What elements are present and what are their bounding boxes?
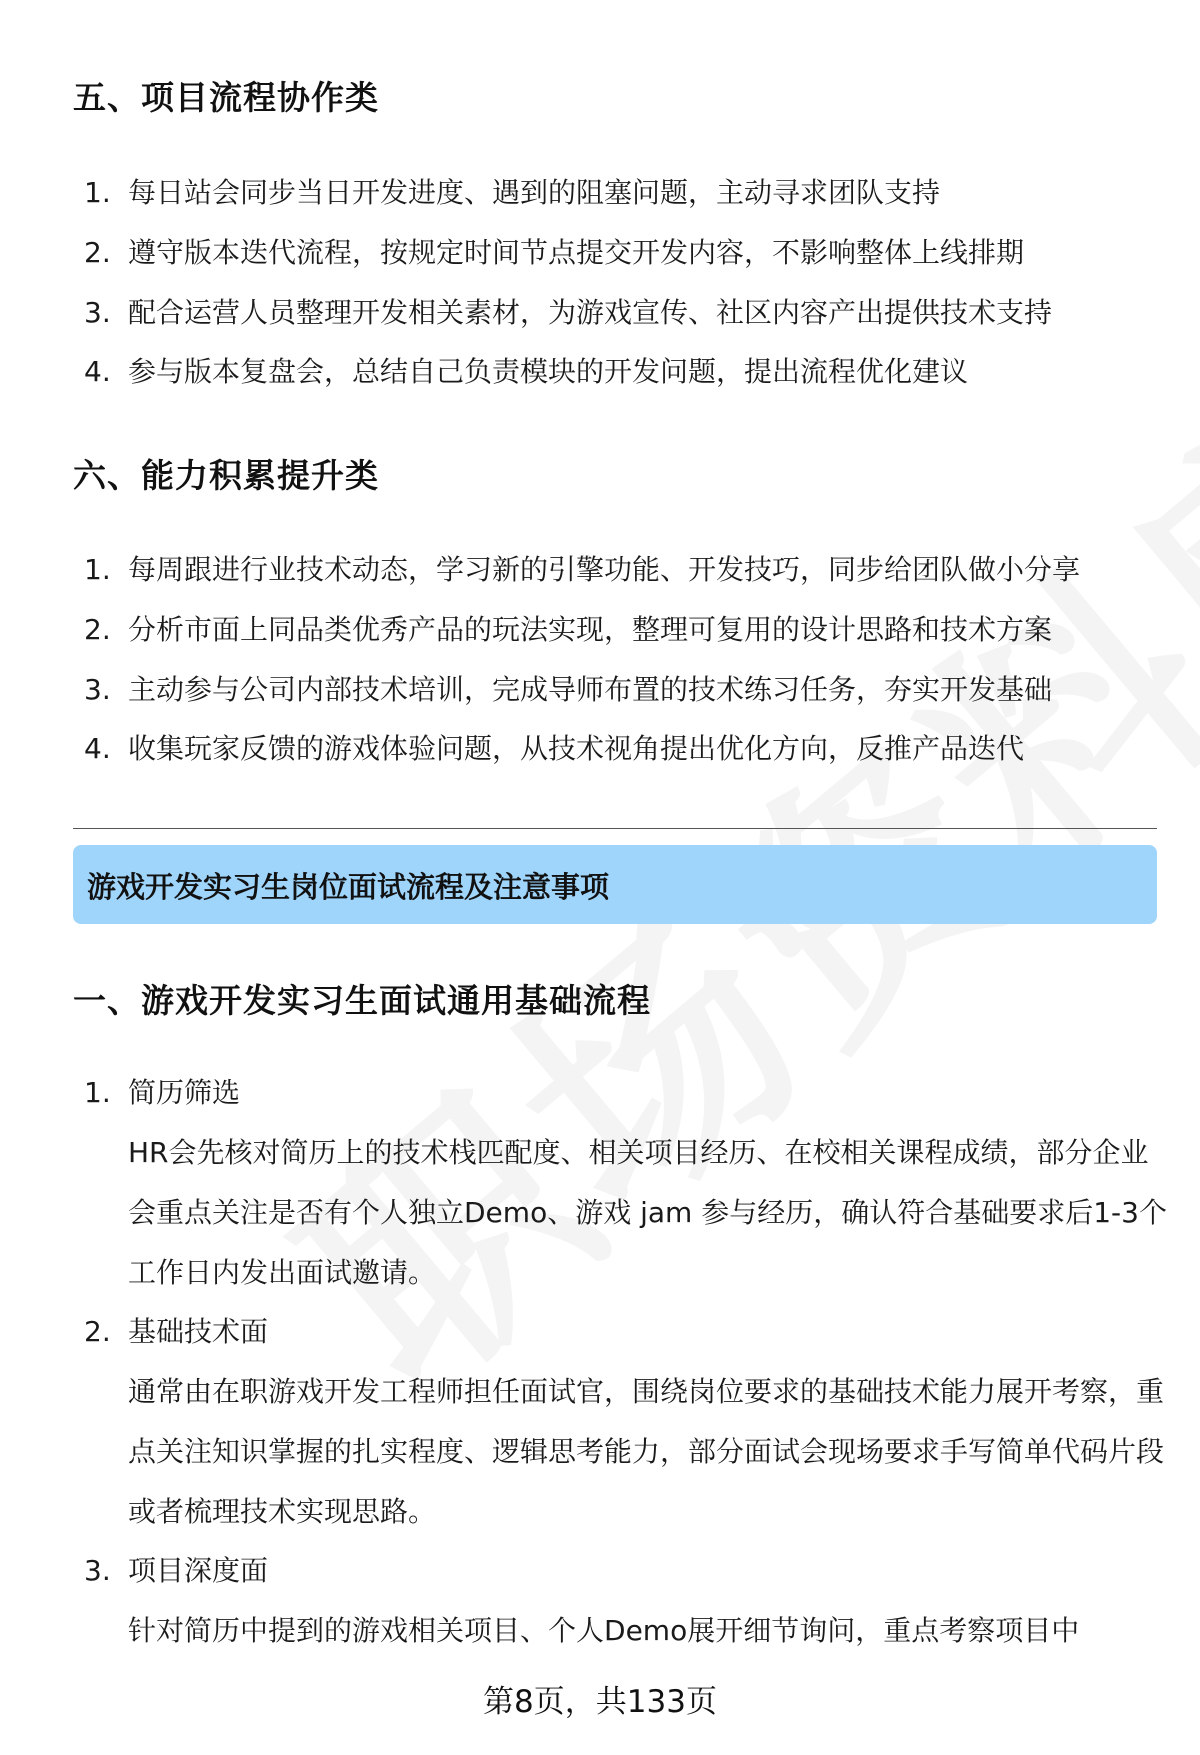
step-label: 基础技术面 <box>128 1315 269 1348</box>
list-number: 1. <box>84 176 111 209</box>
list-text: 主动参与公司内部技术培训，完成导师布置的技术练习任务，夯实开发基础 <box>128 673 1053 706</box>
list-text: 每周跟进行业技术动态，学习新的引擎功能、开发技巧，同步给团队做小分享 <box>128 553 1081 586</box>
list-number: 3. <box>84 296 111 329</box>
page-number: 第8页，共133页 <box>483 1684 717 1720</box>
list-number: 2. <box>84 236 111 269</box>
list-text: 参与版本复盘会，总结自己负责模块的开发问题，提出流程优化建议 <box>128 355 969 388</box>
list-number: 2. <box>84 613 111 646</box>
list-item <box>84 670 1160 710</box>
list-number: 3. <box>84 1554 111 1587</box>
list-item <box>84 293 1160 333</box>
step-label: 项目深度面 <box>128 1554 269 1587</box>
step-title <box>84 1551 1160 1591</box>
list-number: 4. <box>84 732 111 765</box>
list-item <box>84 233 1160 273</box>
step-description: HR会先核对简历上的技术栈匹配度、相关项目经历、在校相关课程成绩，部分企业会重点关注是否有个人独立Demo、游戏 jam 参与经历，确认符合基础要求后1-3个工作日内发出面试邀请。 <box>128 1136 1167 1289</box>
step-label: 简历筛选 <box>128 1076 241 1109</box>
list-text: 配合运营人员整理开发相关素材，为游戏宣传、社区内容产出提供技术支持 <box>128 296 1053 329</box>
list-number: 1. <box>84 553 111 586</box>
list-text: 遵守版本迭代流程，按规定时间节点提交开发内容，不影响整体上线排期 <box>128 236 1025 269</box>
section-heading-interview: 一、游戏开发实习生面试通用基础流程 <box>73 981 651 1020</box>
list-number: 3. <box>84 673 111 706</box>
list-item <box>84 352 1160 392</box>
section-divider <box>73 828 1157 829</box>
list-item <box>84 610 1160 650</box>
list-number: 4. <box>84 355 111 388</box>
list-item <box>84 550 1160 590</box>
step-title <box>84 1073 1160 1113</box>
step-title <box>84 1312 1160 1352</box>
list-text: 收集玩家反馈的游戏体验问题，从技术视角提出优化方向，反推产品迭代 <box>128 732 1025 765</box>
list-number: 1. <box>84 1076 111 1109</box>
list-item <box>84 729 1160 769</box>
section-heading-process: 五、项目流程协作类 <box>73 78 379 117</box>
banner-title: 游戏开发实习生岗位面试流程及注意事项 <box>87 870 610 904</box>
step-description: 通常由在职游戏开发工程师担任面试官，围绕岗位要求的基础技术能力展开考察，重点关注知识掌握的扎实程度、逻辑思考能力，部分面试会现场要求手写简单代码片段或者梳理技术实现思路。 <box>128 1375 1165 1528</box>
list-item <box>84 173 1160 213</box>
section-heading-growth: 六、能力积累提升类 <box>73 456 379 495</box>
list-number: 2. <box>84 1315 111 1348</box>
list-text: 每日站会同步当日开发进度、遇到的阻塞问题，主动寻求团队支持 <box>128 176 941 209</box>
topic-banner <box>73 845 1157 924</box>
list-text: 分析市面上同品类优秀产品的玩法实现，整理可复用的设计思路和技术方案 <box>128 613 1053 646</box>
step-description: 针对简历中提到的游戏相关项目、个人Demo展开细节询问，重点考察项目中 <box>128 1614 1080 1647</box>
